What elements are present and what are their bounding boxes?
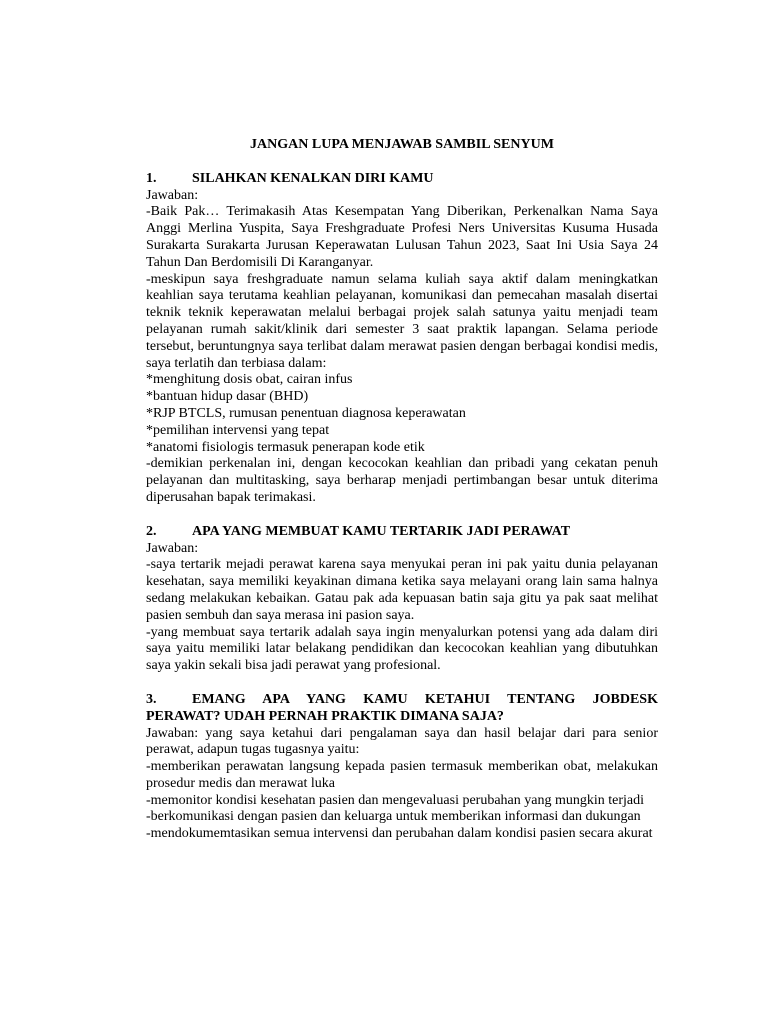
paragraph: -demikian perkenalan ini, dengan kecocokan keahlian dan pribadi yang cekatan penuh pelayanan dan multitasking, saya berharap menjadi pertimbangan besar untuk diterima diperusahan bapak terimakasi. (146, 456, 658, 505)
section-2 (146, 524, 658, 675)
paragraph: -Baik Pak… Terimakasih Atas Kesempatan Yang Diberikan, Perkenalkan Nama Saya Anggi Merlina Yuspita, Saya Freshgraduate Profesi Ners Universitas Kusuma Husada Surakarta Surakarta Jurusan Keperawatan Lulusan Tahun 2023, Saat Ini Usia Saya 24 Tahun Dan Berdomisili Di Karanganyar. (146, 204, 658, 270)
document-title: JANGAN LUPA MENJAWAB SAMBIL SENYUM (250, 137, 554, 152)
section-heading-text: SILAHKAN KENALKAN DIRI KAMU (192, 170, 434, 186)
answer-label: Jawaban: (146, 187, 199, 203)
list-item: *RJP BTCLS, rumusan penentuan diagnosa keperawatan (146, 405, 466, 421)
paragraph: -memonitor kondisi kesehatan pasien dan mengevaluasi perubahan yang mungkin terjadi (146, 792, 645, 808)
paragraph: -mendokumemtasikan semua intervensi dan perubahan dalam kondisi pasien secara akurat (146, 826, 653, 842)
section-number: 2. (146, 523, 157, 539)
list-item: *bantuan hidup dasar (BHD) (146, 389, 309, 405)
section-heading-text: APA YANG MEMBUAT KAMU TERTARIK JADI PERAWAT (192, 523, 571, 539)
section-heading (146, 692, 658, 709)
section-1 (146, 171, 658, 507)
section-heading-line-2: PERAWAT? UDAH PERNAH PRAKTIK DIMANA SAJA? (146, 708, 504, 724)
section-heading (146, 171, 658, 188)
paragraph: -yang membuat saya tertarik adalah saya ingin menyalurkan potensi yang ada dalam diri saya yaitu memiliki latar belakang pendidikan dan kecocokan keahlian yang dibutuhkan saya yakin sekali bisa jadi perawat yang profesional. (146, 624, 658, 674)
paragraph: -meskipun saya freshgraduate namun selama kuliah saya aktif dalam meningkatkan keahlian saya terutama keahlian pelayanan, komunikasi dan pemecahan masalah disertai teknik teknik keperawatan melalui berbagai projek salah satunya yaitu menjadi team pelayanan rumah sakit/klinik dari semester 3 saat praktik lapangan. Selama periode tersebut, beruntungnya saya terlibat dalam merawat pasien dengan berbagai kondisi medis, saya terlatih dan terbiasa dalam: (146, 271, 658, 371)
paragraph: -berkomunikasi dengan pasien dan keluarga untuk memberikan informasi dan dukungan (146, 809, 641, 825)
list-item: *pemilihan intervensi yang tepat (146, 422, 330, 438)
document-body (146, 137, 658, 860)
paragraph: -saya tertarik mejadi perawat karena saya menyukai peran ini pak yaitu dunia pelayanan kesehatan, saya memiliki keyakinan dimana ketika saya melayani orang lain sama halnya sedang melakukan kebaikan. Gatau pak ada kepuasan batin saja gitu ya pak saat melihat pasien sembuh dan saya merasa ini pasion saya. (146, 557, 658, 623)
paragraph: Jawaban: yang saya ketahui dari pengalaman saya dan hasil belajar dari para senior perawat, adapun tugas tugasnya yaitu: (146, 725, 658, 758)
list-item: *menghitung dosis obat, cairan infus (146, 372, 353, 388)
section-heading-line-1: EMANG APA YANG KAMU KETAHUI TENTANG JOBDESK (192, 691, 658, 707)
section-3 (146, 692, 658, 843)
answer-label: Jawaban: (146, 540, 199, 556)
section-number: 1. (146, 170, 157, 186)
section-heading-continuation (146, 709, 658, 726)
paragraph: -memberikan perawatan langsung kepada pasien termasuk memberikan obat, melakukan prosedur medis dan merawat luka (146, 759, 658, 791)
section-heading (146, 524, 658, 541)
list-item: *anatomi fisiologis termasuk penerapan kode etik (146, 439, 425, 455)
section-number: 3. (146, 691, 157, 707)
